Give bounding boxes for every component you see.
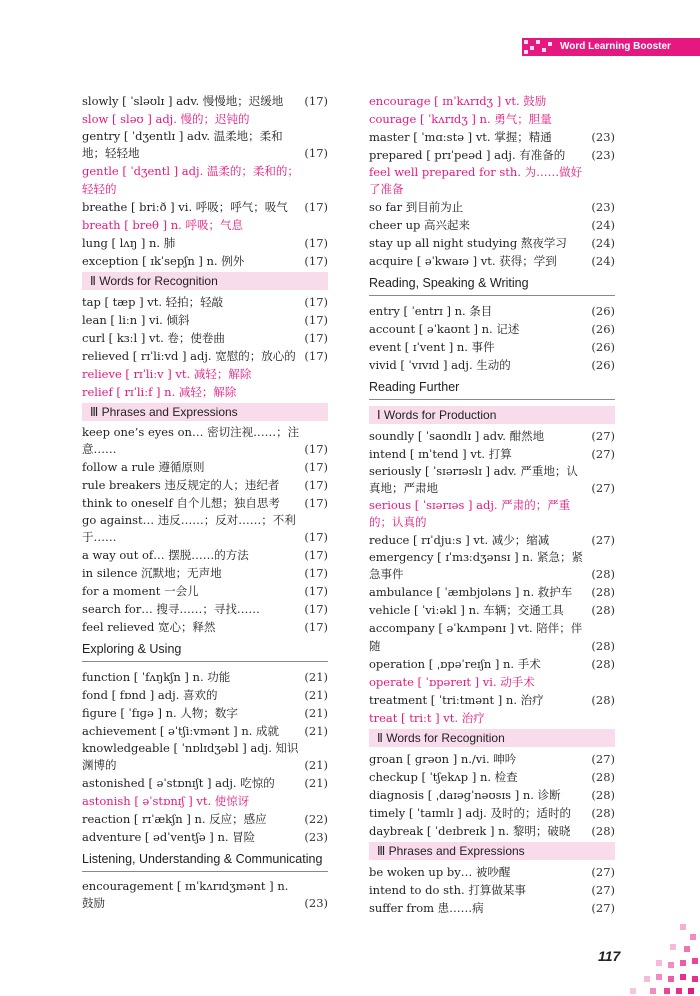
entry-text: reduce [ rɪˈdjuːs ] vt. 减少；缩减 bbox=[369, 533, 550, 547]
entry-text: timely [ ˈtaɪmlɪ ] adj. 及时的；适时的 bbox=[369, 806, 571, 820]
entry-page-ref: (17) bbox=[304, 254, 328, 268]
vocab-entry bbox=[369, 691, 615, 709]
vocab-entry bbox=[82, 383, 328, 401]
entry-text: cheer up 高兴起来 bbox=[369, 218, 471, 232]
entry-page-ref: (23) bbox=[591, 130, 615, 144]
vocab-entry bbox=[369, 302, 615, 320]
vocab-entry bbox=[369, 427, 615, 445]
entry-page-ref: (28) bbox=[591, 585, 615, 599]
entry-page-ref: (17) bbox=[304, 478, 328, 492]
entry-text: intend [ ɪnˈtend ] vt. 打算 bbox=[369, 447, 512, 461]
entry-text: slow [ sləʊ ] adj. 慢的；迟钝的 bbox=[82, 112, 250, 126]
entry-text: go against… 违反……；反对……；不利于…… bbox=[82, 513, 296, 544]
entry-text: so far 到目前为止 bbox=[369, 200, 464, 214]
vocab-entry bbox=[369, 110, 615, 128]
entry-text: treat [ triːt ] vt. 治疗 bbox=[369, 711, 485, 725]
vocab-entry bbox=[369, 709, 615, 727]
vocab-entry bbox=[369, 768, 615, 786]
entry-page-ref: (28) bbox=[591, 770, 615, 784]
left-column bbox=[82, 92, 328, 912]
entry-text: relieve [ rɪˈliːv ] vt. 减轻；解除 bbox=[82, 367, 252, 381]
entry-page-ref: (28) bbox=[591, 824, 615, 838]
entry-text: seriously [ ˈsɪərɪəslɪ ] adv. 严重地；认真地；严肃地 bbox=[369, 464, 578, 495]
vocab-entry bbox=[82, 774, 328, 792]
entry-text: vivid [ ˈvɪvɪd ] adj. 生动的 bbox=[369, 358, 511, 372]
vocab-entry bbox=[369, 619, 615, 655]
entry-text: curl [ kɜːl ] vt. 卷；使卷曲 bbox=[82, 331, 225, 345]
vocab-entry bbox=[369, 497, 615, 531]
entry-page-ref: (27) bbox=[591, 447, 615, 461]
vocab-entry bbox=[369, 216, 615, 234]
entry-text: keep one’s eyes on… 密切注视……；注意…… bbox=[82, 425, 300, 456]
entry-text: soundly [ ˈsaʊndlɪ ] adv. 酣然地 bbox=[369, 429, 545, 443]
vocab-entry bbox=[369, 822, 615, 840]
entry-text: intend to do sth. 打算做某事 bbox=[369, 883, 526, 897]
entry-text: astonish [ əˈstɒnɪʃ ] vt. 使惊讶 bbox=[82, 794, 250, 808]
entry-text: operate [ ˈɒpəreɪt ] vi. 动手术 bbox=[369, 675, 535, 689]
vocab-entry bbox=[369, 234, 615, 252]
entry-page-ref: (17) bbox=[304, 584, 328, 598]
entry-text: relieved [ rɪˈliːvd ] adj. 宽慰的；放心的 bbox=[82, 349, 296, 363]
entry-page-ref: (21) bbox=[304, 758, 328, 772]
entry-text: operation [ ˌɒpəˈreɪʃn ] n. 手术 bbox=[369, 657, 541, 671]
entry-page-ref: (26) bbox=[591, 304, 615, 318]
section-heading: Listening, Understanding & Communicating bbox=[82, 850, 328, 872]
entry-page-ref: (28) bbox=[591, 806, 615, 820]
vocab-entry bbox=[82, 216, 328, 234]
vocab-entry bbox=[369, 786, 615, 804]
vocab-entry bbox=[82, 252, 328, 270]
entry-page-ref: (21) bbox=[304, 706, 328, 720]
subsection-header: Ⅲ Phrases and Expressions bbox=[369, 842, 615, 860]
vocab-entry bbox=[369, 128, 615, 146]
banner-title: Word Learning Booster bbox=[560, 41, 671, 52]
entry-text: stay up all night studying 熬夜学习 bbox=[369, 236, 567, 250]
vocab-entry bbox=[369, 92, 615, 110]
entry-text: event [ ɪˈvent ] n. 事件 bbox=[369, 340, 495, 354]
subsection-header: Ⅱ Words for Recognition bbox=[82, 272, 328, 290]
entry-page-ref: (17) bbox=[304, 620, 328, 634]
vocab-entry bbox=[82, 668, 328, 686]
vocab-entry bbox=[82, 618, 328, 636]
entry-text: suffer from 患……病 bbox=[369, 901, 484, 915]
entry-page-ref: (27) bbox=[591, 865, 615, 879]
entry-page-ref: (27) bbox=[591, 429, 615, 443]
entry-page-ref: (17) bbox=[304, 602, 328, 616]
entry-text: acquire [ əˈkwaɪə ] vt. 获得；学到 bbox=[369, 254, 557, 268]
entry-text: gentry [ ˈdʒentlɪ ] adv. 温柔地；柔和地；轻轻地 bbox=[82, 129, 283, 160]
vocab-entry bbox=[82, 365, 328, 383]
entry-page-ref: (28) bbox=[591, 603, 615, 617]
vocab-entry bbox=[82, 704, 328, 722]
vocab-entry bbox=[369, 673, 615, 691]
entry-page-ref: (21) bbox=[304, 688, 328, 702]
entry-text: follow a rule 遵循原则 bbox=[82, 460, 205, 474]
entry-text: think to oneself 自个儿想；独自思考 bbox=[82, 496, 280, 510]
vocab-entry bbox=[82, 234, 328, 252]
vocab-entry bbox=[82, 582, 328, 600]
subsection-header: Ⅰ Words for Production bbox=[369, 406, 615, 424]
vocab-entry bbox=[369, 463, 615, 497]
vocab-entry bbox=[82, 792, 328, 810]
vocab-entry bbox=[369, 655, 615, 673]
entry-page-ref: (17) bbox=[304, 530, 328, 544]
vocab-entry bbox=[82, 92, 328, 110]
entry-page-ref: (17) bbox=[304, 331, 328, 345]
entry-page-ref: (26) bbox=[591, 340, 615, 354]
entry-text: ambulance [ ˈæmbjʊləns ] n. 救护车 bbox=[369, 585, 573, 599]
entry-text: tap [ tæp ] vt. 轻拍；轻敲 bbox=[82, 295, 224, 309]
entry-page-ref: (17) bbox=[304, 313, 328, 327]
vocab-entry bbox=[369, 583, 615, 601]
entry-page-ref: (27) bbox=[591, 752, 615, 766]
entry-text: account [ əˈkaʊnt ] n. 记述 bbox=[369, 322, 520, 336]
entry-page-ref: (17) bbox=[304, 349, 328, 363]
entry-text: emergency [ ɪˈmɜːdʒənsɪ ] n. 紧急；紧急事件 bbox=[369, 550, 583, 581]
entry-page-ref: (28) bbox=[591, 567, 615, 581]
entry-page-ref: (17) bbox=[304, 146, 328, 160]
entry-text: diagnosis [ ˌdaɪəɡˈnəʊsɪs ] n. 诊断 bbox=[369, 788, 561, 802]
entry-text: gentle [ ˈdʒentl ] adj. 温柔的；柔和的；轻轻的 bbox=[82, 164, 299, 196]
page-number: 117 bbox=[598, 948, 621, 964]
entry-text: function [ ˈfʌŋkʃn ] n. 功能 bbox=[82, 670, 231, 684]
entry-text: a way out of… 摆脱……的方法 bbox=[82, 548, 249, 562]
entry-page-ref: (26) bbox=[591, 322, 615, 336]
entry-page-ref: (27) bbox=[591, 883, 615, 897]
entry-page-ref: (17) bbox=[304, 236, 328, 250]
vocab-entry bbox=[82, 512, 328, 546]
entry-text: adventure [ ədˈventʃə ] n. 冒险 bbox=[82, 830, 256, 844]
entry-text: figure [ ˈfɪɡə ] n. 人物；数字 bbox=[82, 706, 238, 720]
entry-page-ref: (28) bbox=[591, 693, 615, 707]
entry-text: slowly [ ˈsləʊlɪ ] adv. 慢慢地；迟缓地 bbox=[82, 94, 284, 108]
vocab-entry bbox=[369, 549, 615, 583]
entry-page-ref: (27) bbox=[591, 901, 615, 915]
vocab-entry bbox=[82, 740, 328, 774]
entry-page-ref: (28) bbox=[591, 788, 615, 802]
entry-page-ref: (28) bbox=[591, 639, 615, 653]
vocab-entry bbox=[82, 476, 328, 494]
entry-text: in silence 沉默地；无声地 bbox=[82, 566, 222, 580]
entry-page-ref: (17) bbox=[304, 94, 328, 108]
entry-text: be woken up by… 被吵醒 bbox=[369, 865, 511, 879]
vocab-entry bbox=[82, 424, 328, 458]
entry-text: feel well prepared for sth. 为……做好了准备 bbox=[369, 165, 583, 196]
entry-text: exception [ ɪkˈsepʃn ] n. 例外 bbox=[82, 254, 245, 268]
entry-page-ref: (21) bbox=[304, 776, 328, 790]
entry-text: relief [ rɪˈliːf ] n. 减轻；解除 bbox=[82, 385, 237, 399]
entry-text: knowledgeable [ ˈnɒlɪdʒəbl ] adj. 知识渊博的 bbox=[82, 741, 299, 772]
entry-page-ref: (17) bbox=[304, 460, 328, 474]
entry-page-ref: (24) bbox=[591, 254, 615, 268]
entry-text: daybreak [ ˈdeɪbreɪk ] n. 黎明；破晓 bbox=[369, 824, 571, 838]
vocab-entry bbox=[82, 828, 328, 846]
entry-text: encouragement [ ɪnˈkʌrɪdʒmənt ] n. 鼓励 bbox=[82, 879, 289, 910]
vocab-entry bbox=[369, 881, 615, 899]
header-banner bbox=[522, 38, 700, 56]
entry-page-ref: (17) bbox=[304, 566, 328, 580]
vocab-entry bbox=[369, 531, 615, 549]
vocab-entry bbox=[369, 338, 615, 356]
entry-page-ref: (17) bbox=[304, 496, 328, 510]
entry-text: prepared [ prɪˈpeəd ] adj. 有准备的 bbox=[369, 148, 566, 162]
vocab-entry bbox=[369, 320, 615, 338]
entry-page-ref: (21) bbox=[304, 724, 328, 738]
vocab-entry bbox=[82, 564, 328, 582]
vocab-entry bbox=[369, 146, 615, 164]
vocab-entry bbox=[369, 750, 615, 768]
entry-text: lung [ lʌŋ ] n. 肺 bbox=[82, 236, 176, 250]
entry-text: fond [ fɒnd ] adj. 喜欢的 bbox=[82, 688, 218, 702]
vocab-entry bbox=[369, 899, 615, 917]
vocab-entry bbox=[369, 198, 615, 216]
subsection-header: Ⅲ Phrases and Expressions bbox=[82, 403, 328, 421]
vocab-entry bbox=[369, 804, 615, 822]
entry-text: master [ ˈmɑːstə ] vt. 掌握；精通 bbox=[369, 130, 552, 144]
section-heading: Reading, Speaking & Writing bbox=[369, 274, 615, 296]
entry-page-ref: (27) bbox=[591, 533, 615, 547]
entry-text: lean [ liːn ] vi. 倾斜 bbox=[82, 313, 190, 327]
vocab-entry bbox=[369, 863, 615, 881]
entry-text: search for… 搜寻……；寻找…… bbox=[82, 602, 260, 616]
vocab-entry bbox=[82, 878, 328, 912]
entry-text: groan [ ɡrəʊn ] n./vi. 呻吟 bbox=[369, 752, 517, 766]
entry-page-ref: (23) bbox=[304, 896, 328, 910]
pixel-decoration-icon bbox=[610, 916, 700, 996]
entry-page-ref: (17) bbox=[304, 442, 328, 456]
vocab-entry bbox=[82, 722, 328, 740]
entry-text: encourage [ ɪnˈkʌrɪdʒ ] vt. 鼓励 bbox=[369, 94, 547, 108]
vocab-entry bbox=[369, 252, 615, 270]
entry-text: treatment [ ˈtriːtmənt ] n. 治疗 bbox=[369, 693, 544, 707]
right-column bbox=[369, 92, 615, 917]
section-heading: Reading Further bbox=[369, 378, 615, 400]
subsection-header: Ⅱ Words for Recognition bbox=[369, 729, 615, 747]
vocab-entry bbox=[82, 686, 328, 704]
entry-page-ref: (22) bbox=[304, 812, 328, 826]
entry-page-ref: (23) bbox=[591, 200, 615, 214]
entry-page-ref: (24) bbox=[591, 218, 615, 232]
vocab-entry bbox=[82, 128, 328, 162]
vocab-entry bbox=[82, 347, 328, 365]
vocab-entry bbox=[369, 164, 615, 198]
entry-text: for a moment 一会儿 bbox=[82, 584, 199, 598]
entry-page-ref: (23) bbox=[304, 830, 328, 844]
entry-text: courage [ ˈkʌrɪdʒ ] n. 勇气；胆量 bbox=[369, 112, 552, 126]
vocab-entry bbox=[369, 601, 615, 619]
vocab-entry bbox=[82, 810, 328, 828]
entry-page-ref: (17) bbox=[304, 295, 328, 309]
entry-page-ref: (26) bbox=[591, 358, 615, 372]
vocab-entry bbox=[82, 546, 328, 564]
entry-page-ref: (24) bbox=[591, 236, 615, 250]
entry-text: entry [ ˈentrɪ ] n. 条目 bbox=[369, 304, 493, 318]
vocab-entry bbox=[369, 356, 615, 374]
entry-text: rule breakers 违反规定的人；违纪者 bbox=[82, 478, 280, 492]
entry-page-ref: (27) bbox=[591, 481, 615, 495]
entry-text: breathe [ briːð ] vi. 呼吸；呼气；吸气 bbox=[82, 200, 288, 214]
entry-page-ref: (17) bbox=[304, 200, 328, 214]
vocab-entry bbox=[82, 311, 328, 329]
entry-text: achievement [ əˈtʃiːvmənt ] n. 成就 bbox=[82, 724, 280, 738]
entry-text: accompany [ əˈkʌmpənɪ ] vt. 陪伴；伴随 bbox=[369, 621, 583, 653]
vocab-entry bbox=[82, 600, 328, 618]
entry-text: vehicle [ ˈviːəkl ] n. 车辆；交通工具 bbox=[369, 603, 564, 617]
entry-text: feel relieved 宽心；释然 bbox=[82, 620, 216, 634]
vocab-entry bbox=[82, 198, 328, 216]
entry-text: serious [ ˈsɪərɪəs ] adj. 严肃的；严重的；认真的 bbox=[369, 498, 571, 529]
entry-text: reaction [ rɪˈækʃn ] n. 反应；感应 bbox=[82, 812, 267, 826]
vocab-entry bbox=[82, 110, 328, 128]
vocab-entry bbox=[82, 162, 328, 198]
vocab-entry bbox=[369, 445, 615, 463]
vocab-entry bbox=[82, 329, 328, 347]
vocab-entry bbox=[82, 458, 328, 476]
entry-text: checkup [ ˈtʃekʌp ] n. 检查 bbox=[369, 770, 518, 784]
vocab-entry bbox=[82, 494, 328, 512]
entry-page-ref: (28) bbox=[591, 657, 615, 671]
pixel-decoration-icon bbox=[522, 38, 558, 56]
entry-page-ref: (23) bbox=[591, 148, 615, 162]
section-heading: Exploring & Using bbox=[82, 640, 328, 662]
entry-page-ref: (17) bbox=[304, 548, 328, 562]
vocab-entry bbox=[82, 293, 328, 311]
entry-text: breath [ breθ ] n. 呼吸；气息 bbox=[82, 218, 243, 232]
entry-text: astonished [ əˈstɒnɪʃt ] adj. 吃惊的 bbox=[82, 776, 275, 790]
entry-page-ref: (21) bbox=[304, 670, 328, 684]
